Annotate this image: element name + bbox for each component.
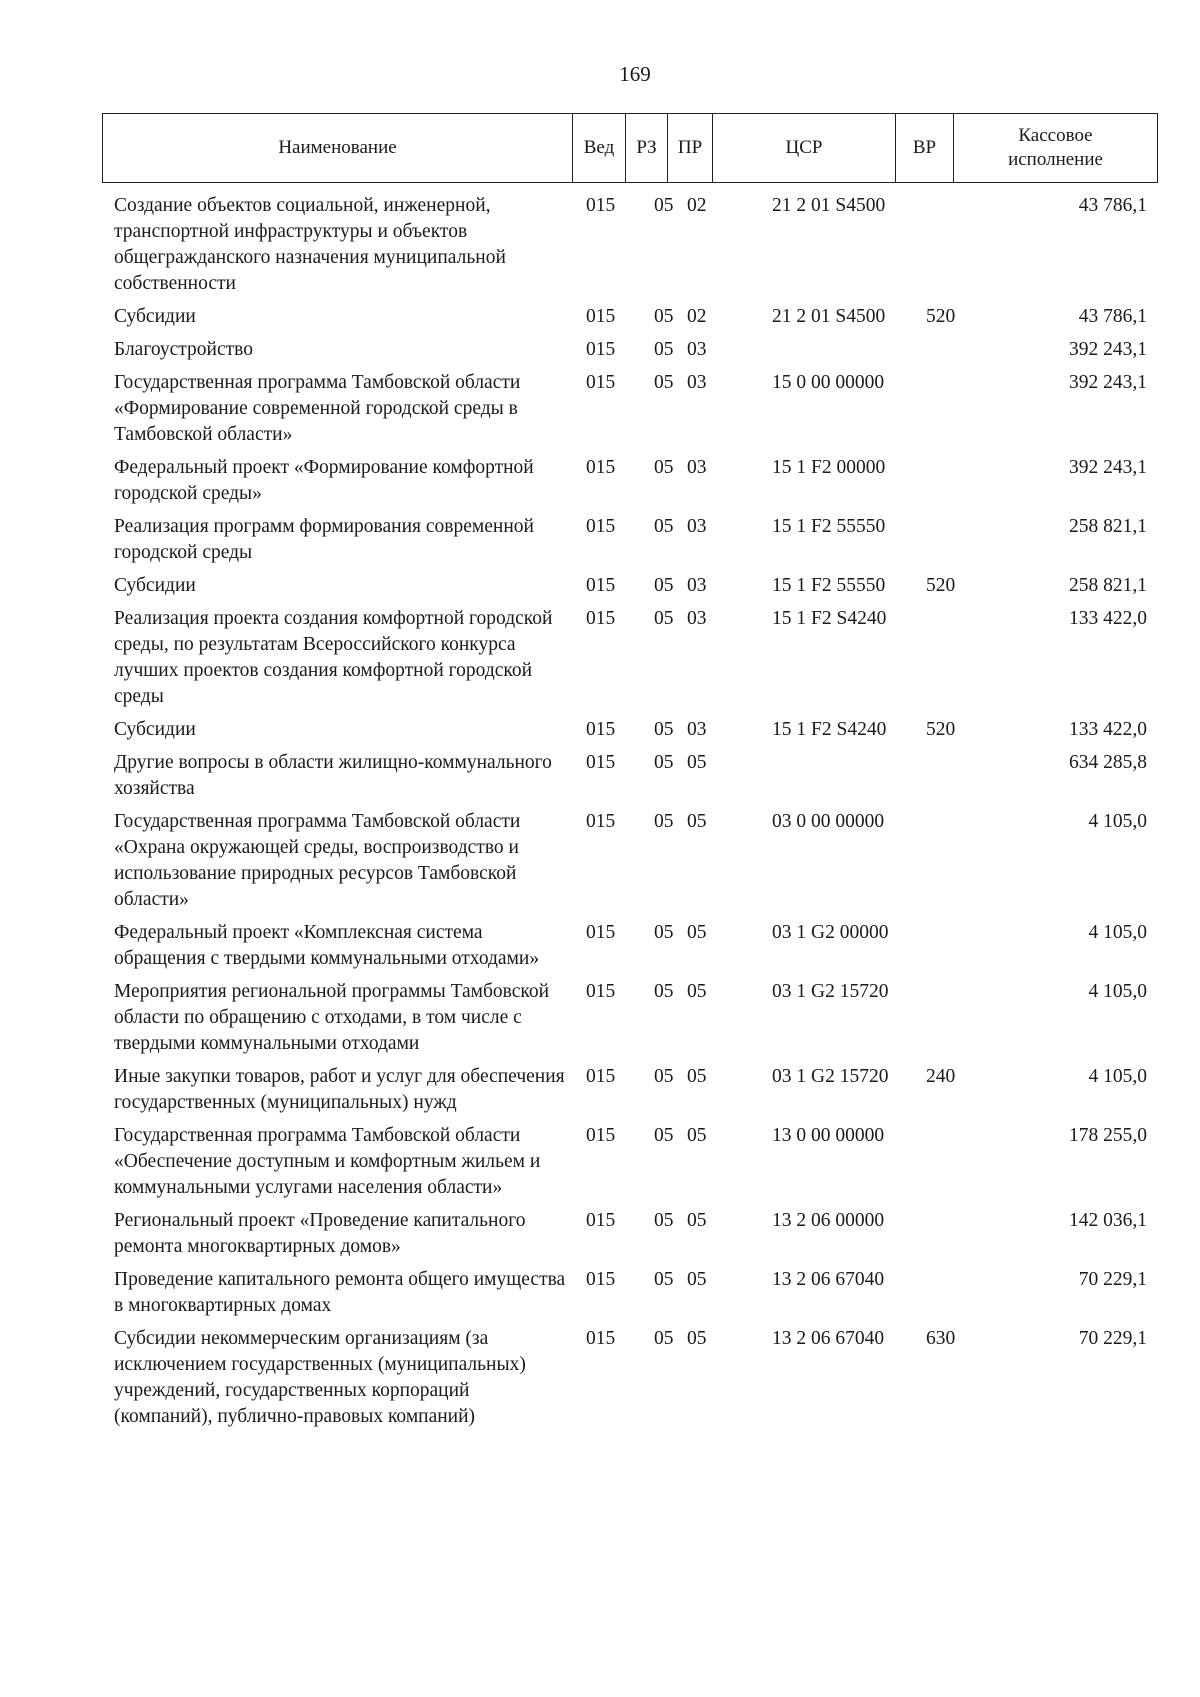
- row-name: Реализация программ формирования современной городской среды: [114, 516, 534, 563]
- row-vr: 520: [926, 719, 956, 740]
- table-row: [102, 1208, 1157, 1260]
- row-pr: 05: [687, 981, 707, 1002]
- row-sum: 258 821,1: [1069, 575, 1147, 596]
- row-sum: 4 105,0: [1088, 1066, 1147, 1087]
- row-ved: 015: [586, 719, 616, 740]
- row-pr: 05: [687, 922, 707, 943]
- row-ved: 015: [586, 1210, 616, 1231]
- row-csr: 21 2 01 S4500: [772, 195, 886, 216]
- row-pr: 03: [687, 719, 707, 740]
- row-rz: 05: [654, 1066, 674, 1087]
- row-vr: [914, 455, 974, 507]
- row-vr: [914, 337, 974, 363]
- table-row: [102, 455, 1157, 507]
- row-csr: 03 1 G2 15720: [772, 981, 889, 1002]
- row-pr: 02: [687, 195, 707, 216]
- row-rz: 05: [654, 719, 674, 740]
- table-row: [102, 304, 1157, 330]
- row-name: Государственная программа Тамбовской области «Охрана окружающей среды, воспроизводство и использование природных ресурсов Тамбовской области»: [114, 811, 521, 910]
- row-name: Субсидии некоммерческим организациям (за исключением государственных (муниципальных) учреждений, государственных корпораций (компаний), публично-правовых компаний): [114, 1328, 526, 1427]
- row-sum: 70 229,1: [1078, 1328, 1147, 1349]
- table-row: [102, 1123, 1157, 1201]
- header-rz: РЗ: [626, 114, 668, 183]
- row-ved: 015: [586, 195, 616, 216]
- row-rz: 05: [654, 306, 674, 327]
- row-pr: 03: [687, 575, 707, 596]
- row-pr: 02: [687, 306, 707, 327]
- table-row: [102, 606, 1157, 710]
- row-csr: 13 0 00 00000: [772, 1125, 885, 1146]
- row-vr: [914, 514, 974, 566]
- row-vr: 630: [926, 1328, 956, 1349]
- row-name: Реализация проекта создания комфортной городской среды, по результатам Всероссийского конкурса лучших проектов создания комфортной городской среды: [114, 608, 553, 707]
- row-csr: 15 1 F2 S4240: [772, 719, 887, 740]
- row-pr: 03: [687, 516, 707, 537]
- row-sum: 178 255,0: [1069, 1125, 1147, 1146]
- row-vr: [914, 606, 974, 710]
- table-row: [102, 979, 1157, 1057]
- row-pr: 05: [687, 1125, 707, 1146]
- row-name: Мероприятия региональной программы Тамбовской области по обращению с отходами, в том числе с твердыми коммунальными отходами: [114, 981, 550, 1054]
- row-pr: 05: [687, 1328, 707, 1349]
- row-sum: 70 229,1: [1078, 1269, 1147, 1290]
- row-pr: 03: [687, 372, 707, 393]
- table-row: [102, 573, 1157, 599]
- row-sum: 392 243,1: [1069, 457, 1147, 478]
- row-rz: 05: [654, 811, 674, 832]
- row-csr: [727, 337, 914, 363]
- row-ved: 015: [586, 1269, 616, 1290]
- row-csr: 03 1 G2 15720: [772, 1066, 889, 1087]
- row-sum: 133 422,0: [1069, 608, 1147, 629]
- table-header: [102, 113, 1158, 183]
- row-ved: 015: [586, 457, 616, 478]
- header-sum: [954, 114, 1158, 183]
- row-sum: 392 243,1: [1069, 339, 1147, 360]
- row-ved: 015: [586, 1066, 616, 1087]
- row-sum: 4 105,0: [1088, 811, 1147, 832]
- page-number: 169: [619, 62, 651, 86]
- header-sum-line2: исполнение: [1008, 149, 1103, 170]
- row-rz: 05: [654, 1210, 674, 1231]
- row-pr: 05: [687, 1210, 707, 1231]
- row-name: Другие вопросы в области жилищно-коммунального хозяйства: [114, 752, 552, 799]
- row-name: Иные закупки товаров, работ и услуг для обеспечения государственных (муниципальных) нужд: [114, 1066, 565, 1113]
- row-ved: 015: [586, 372, 616, 393]
- row-ved: 015: [586, 922, 616, 943]
- row-vr: [914, 1267, 974, 1319]
- row-sum: 392 243,1: [1069, 372, 1147, 393]
- row-rz: 05: [654, 608, 674, 629]
- table-row: [102, 1326, 1157, 1430]
- row-rz: 05: [654, 516, 674, 537]
- row-csr: 15 1 F2 55550: [772, 516, 886, 537]
- row-name: Федеральный проект «Формирование комфортной городской среды»: [114, 457, 534, 504]
- table-row: [102, 1064, 1157, 1116]
- row-csr: 15 1 F2 S4240: [772, 608, 887, 629]
- row-name: Государственная программа Тамбовской области «Обеспечение доступным и комфортным жильем и коммунальными услугами населения области»: [114, 1125, 541, 1198]
- table-row: [102, 370, 1157, 448]
- row-name: Государственная программа Тамбовской области «Формирование современной городской среды в Тамбовской области»: [114, 372, 521, 445]
- row-vr: [914, 750, 974, 802]
- row-rz: 05: [654, 575, 674, 596]
- row-csr: 13 2 06 00000: [772, 1210, 885, 1231]
- row-sum: 258 821,1: [1069, 516, 1147, 537]
- row-pr: 03: [687, 339, 707, 360]
- row-sum: 634 285,8: [1069, 752, 1147, 773]
- row-ved: 015: [586, 608, 616, 629]
- row-csr: 13 2 06 67040: [772, 1328, 885, 1349]
- row-pr: 03: [687, 608, 707, 629]
- table-row: [102, 193, 1157, 297]
- row-rz: 05: [654, 339, 674, 360]
- row-vr: [914, 809, 974, 913]
- row-rz: 05: [654, 1125, 674, 1146]
- row-name: Субсидии: [114, 719, 196, 740]
- row-ved: 015: [586, 1125, 616, 1146]
- row-rz: 05: [654, 922, 674, 943]
- header-vr: ВР: [896, 114, 954, 183]
- row-name: Создание объектов социальной, инженерной, транспортной инфраструктуры и объектов общегражданского назначения муниципальной собственности: [114, 195, 506, 294]
- table-body: [102, 193, 1157, 1437]
- row-vr: 240: [926, 1066, 956, 1087]
- row-rz: 05: [654, 1328, 674, 1349]
- row-name: Субсидии: [114, 306, 196, 327]
- table-row: [102, 717, 1157, 743]
- row-sum: 4 105,0: [1088, 922, 1147, 943]
- row-ved: 015: [586, 339, 616, 360]
- row-rz: 05: [654, 1269, 674, 1290]
- row-ved: 015: [586, 306, 616, 327]
- table-row: [102, 809, 1157, 913]
- table-row: [102, 337, 1157, 363]
- row-sum: 4 105,0: [1088, 981, 1147, 1002]
- row-vr: [914, 193, 974, 297]
- row-csr: 15 1 F2 00000: [772, 457, 886, 478]
- row-rz: 05: [654, 981, 674, 1002]
- row-name: Благоустройство: [114, 339, 253, 360]
- row-pr: 05: [687, 752, 707, 773]
- row-sum: 142 036,1: [1069, 1210, 1147, 1231]
- row-csr: 21 2 01 S4500: [772, 306, 886, 327]
- row-ved: 015: [586, 981, 616, 1002]
- header-sum-line1: Кассовое: [1018, 125, 1093, 146]
- row-vr: [914, 1208, 974, 1260]
- row-vr: [914, 370, 974, 448]
- row-sum: 43 786,1: [1078, 306, 1147, 327]
- header-name: Наименование: [103, 114, 573, 183]
- row-csr: 13 2 06 67040: [772, 1269, 885, 1290]
- row-csr: [727, 750, 914, 802]
- row-rz: 05: [654, 372, 674, 393]
- row-name: Проведение капитального ремонта общего имущества в многоквартирных домах: [114, 1269, 566, 1316]
- row-rz: 05: [654, 752, 674, 773]
- row-vr: 520: [926, 306, 956, 327]
- row-sum: 133 422,0: [1069, 719, 1147, 740]
- row-csr: 03 1 G2 00000: [772, 922, 889, 943]
- row-csr: 15 1 F2 55550: [772, 575, 886, 596]
- row-ved: 015: [586, 752, 616, 773]
- row-name: Федеральный проект «Комплексная система обращения с твердыми коммунальными отходами»: [114, 922, 540, 969]
- row-pr: 05: [687, 1066, 707, 1087]
- row-ved: 015: [586, 516, 616, 537]
- row-vr: [914, 979, 974, 1057]
- header-pr: ПР: [668, 114, 713, 183]
- table-row: [102, 750, 1157, 802]
- row-rz: 05: [654, 195, 674, 216]
- row-pr: 03: [687, 457, 707, 478]
- row-ved: 015: [586, 811, 616, 832]
- row-name: Субсидии: [114, 575, 196, 596]
- row-ved: 015: [586, 575, 616, 596]
- row-pr: 05: [687, 811, 707, 832]
- row-vr: 520: [926, 575, 956, 596]
- row-csr: 15 0 00 00000: [772, 372, 885, 393]
- table-row: [102, 1267, 1157, 1319]
- row-vr: [914, 920, 974, 972]
- row-pr: 05: [687, 1269, 707, 1290]
- row-sum: 43 786,1: [1078, 195, 1147, 216]
- row-vr: [914, 1123, 974, 1201]
- row-ved: 015: [586, 1328, 616, 1349]
- table-row: [102, 920, 1157, 972]
- header-ved: Вед: [573, 114, 626, 183]
- row-name: Региональный проект «Проведение капитального ремонта многоквартирных домов»: [114, 1210, 526, 1257]
- table-row: [102, 514, 1157, 566]
- row-rz: 05: [654, 457, 674, 478]
- row-csr: 03 0 00 00000: [772, 811, 885, 832]
- header-csr: ЦСР: [713, 114, 896, 183]
